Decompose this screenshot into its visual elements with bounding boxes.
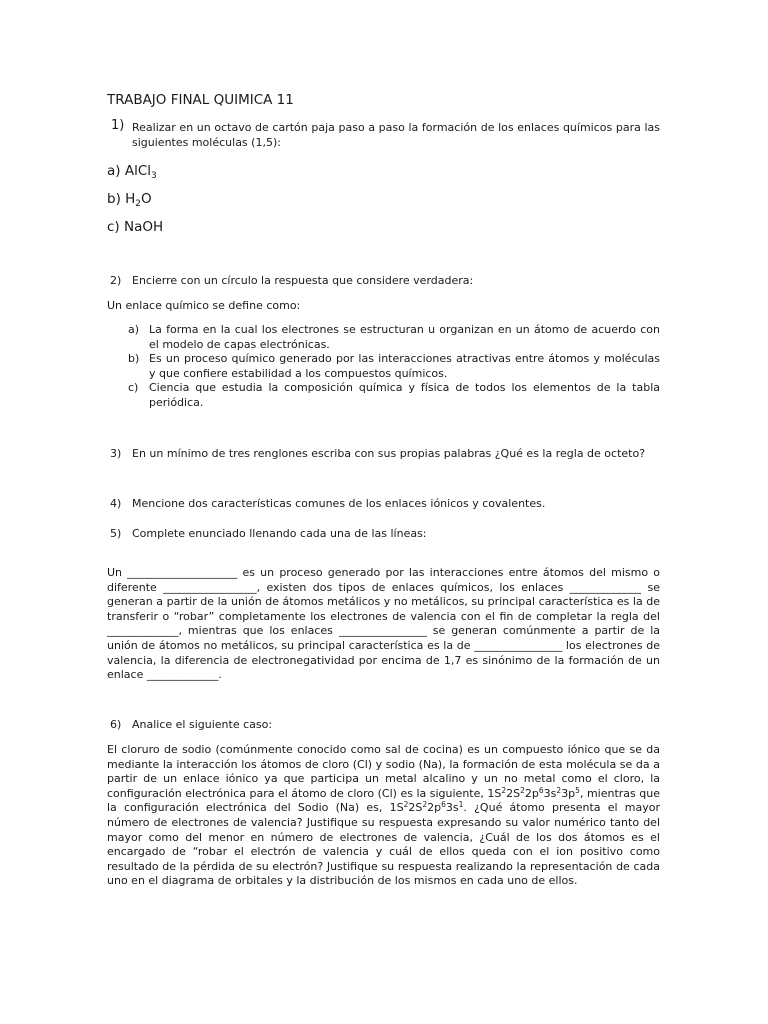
- question-number: 4): [110, 497, 122, 510]
- document-title: TRABAJO FINAL QUIMICA 11: [107, 92, 294, 108]
- question-text: En un mínimo de tres renglones escriba con sus propias palabras ¿Qué es la regla de octeto?: [132, 447, 646, 460]
- option-text: La forma en la cual los electrones se estructuran u organizan en un átomo de acuerdo con el modelo de capas electrónicas.: [149, 323, 660, 351]
- question-text: Analice el siguiente caso:: [132, 718, 273, 731]
- options-list: [128, 323, 660, 411]
- question-2: [107, 274, 660, 289]
- option-label: b): [128, 352, 140, 366]
- option-item: [128, 381, 660, 410]
- option-item: [128, 352, 660, 381]
- question-4: [107, 497, 660, 512]
- question-text: Complete enunciado llenando cada una de las líneas:: [132, 527, 427, 540]
- case-paragraph: El cloruro de sodio (comúnmente conocido como sal de cocina) es un compuesto iónico que se da mediante la interacción los átomos de cloro (Cl) y sodio (Na), la formación de esta molécula se da a partir de un enlace iónico ya que participa un metal alcalino y un no metal como el cloro, la configuración electrónica para el átomo de cloro (Cl) es la siguiente, $1S^22S^22p^63s^23p^5$, mientras que la configuración electrónica del Sodio (Na) es, $1S^22S^22p^63s^1$. ¿Qué átomo presenta el mayor número de electrones de valencia? Justifique su respuesta expresando su valor numérico tanto del mayor como del menor en número de electrones de valencia, ¿Cuál de los dos átomos es el encargado de “robar el electrón de valencia y cuál de ellos queda con el ion positivo como resultado de la pérdida de su electrón? Justifique su respuesta realizando la representación de cada uno en el diagrama de orbitales y la distribución de los mismos en cada uno de ellos.: [107, 743, 660, 888]
- molecule-item: c) NaOH: [107, 219, 164, 235]
- option-text: Ciencia que estudia la composición química y física de todos los elementos de la tabla periódica.: [149, 381, 660, 409]
- question-number: 5): [110, 527, 122, 540]
- question-text: Mencione dos características comunes de los enlaces iónicos y covalentes.: [132, 497, 546, 510]
- question-2-lead: Un enlace químico se define como:: [107, 299, 301, 312]
- question-number: 6): [110, 718, 122, 731]
- question-6: [107, 718, 660, 733]
- question-number: 3): [110, 447, 122, 460]
- fill-in-paragraph: Un ____________________ es un proceso generado por las interacciones entre átomos del mismo o diferente _________________, existen dos tipos de enlaces químicos, los enlaces _____________ se generan a partir de la unión de átomos metálicos y no metálicos, su principal característica es la de transferir o “robar” completamente los electrones de valencia con el fin de completar la regla del _____________, mientras que los enlaces ________________ se generan comúnmente a partir de la unión de átomos no metálicos, su principal característica es la de ________________ los electrones de valencia, la diferencia de electronegatividad por encima de 1,7 es sinónimo de la formación de un enlace _____________.: [107, 566, 660, 682]
- option-text: Es un proceso químico generado por las interacciones atractivas entre átomos y moléculas y que confiere estabilidad a los compuestos químicos.: [149, 352, 660, 380]
- question-number: 2): [110, 274, 122, 287]
- question-1-text: Realizar en un octavo de cartón paja paso a paso la formación de los enlaces químicos para las siguientes moléculas (1,5):: [132, 121, 660, 149]
- question-1-number: 1): [111, 118, 125, 133]
- na-configuration: $1S^22S^22p^63s^1$: [389, 800, 464, 815]
- molecule-item: a) AlCl$_3$: [107, 163, 157, 181]
- question-3: [107, 447, 660, 462]
- option-item: [128, 323, 660, 352]
- question-text: Encierre con un círculo la respuesta que considere verdadera:: [132, 274, 474, 287]
- option-label: a): [128, 323, 140, 336]
- molecule-item: b) $H_2O$: [107, 191, 152, 209]
- option-label: c): [128, 381, 139, 395]
- cl-configuration: $1S^22S^22p^63s^23p^5$: [487, 785, 580, 800]
- question-5: [107, 527, 660, 542]
